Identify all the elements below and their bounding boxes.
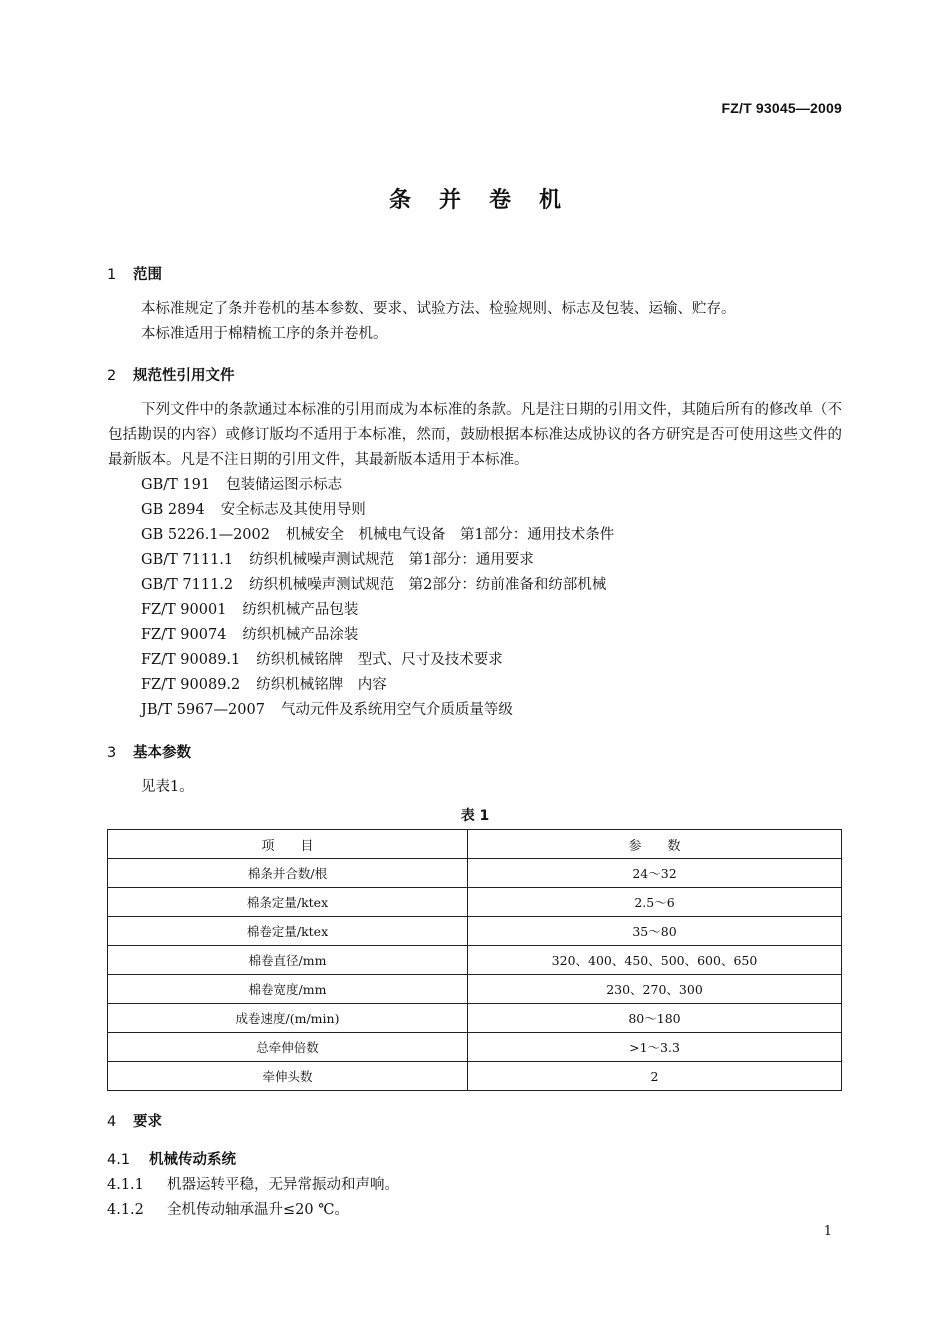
reference-code: GB/T 7111.1 [141,552,234,568]
table-header-row [108,830,842,859]
table-row [108,975,842,1004]
table-row [108,1004,842,1033]
table-row [108,888,842,917]
section-title: 范围 [133,267,162,283]
section-3-paragraph: 见表1。 [141,779,194,795]
reference-title: 纺织机械噪声测试规范 第1部分：通用要求 [249,552,534,568]
reference-code: GB 5226.1—2002 [141,527,270,543]
reference-title: 纺织机械噪声测试规范 第2部分：纺前准备和纺部机械 [249,577,607,593]
subsection-title: 机械传动系统 [149,1152,236,1168]
reference-title: 纺织机械铭牌 内容 [256,677,387,693]
table-cell-value: 2 [468,1062,842,1091]
standard-code: FZ/T 93045—2009 [721,100,842,116]
table-header-item: 项 目 [108,830,468,859]
subsection-4-1-heading [107,1148,236,1169]
section-number: 3 [107,745,117,761]
section-number: 1 [107,267,117,283]
reference-code: FZ/T 90001 [141,602,227,618]
reference-title: 包装储运图示标志 [226,477,343,493]
table-cell-item: 棉条并合数/根 [108,859,468,888]
table-cell-value: 35～80 [468,917,842,946]
clause-text: 机器运转平稳，无异常振动和声响。 [167,1177,399,1193]
parameters-table [107,829,842,1091]
reference-title: 机械安全 机械电气设备 第1部分：通用技术条件 [286,527,615,543]
reference-item [141,648,503,673]
reference-code: GB/T 7111.2 [141,577,234,593]
clause-number: 4.1.1 [107,1177,144,1193]
table-header-value: 参 数 [468,830,842,859]
reference-item [141,698,513,723]
clause-item [107,1198,349,1219]
table-cell-item: 成卷速度/(m/min) [108,1004,468,1033]
reference-title: 纺织机械产品包装 [242,602,359,618]
table-cell-item: 棉条定量/ktex [108,888,468,917]
table-cell-value: 2.5～6 [468,888,842,917]
section-title: 规范性引用文件 [133,368,235,384]
clause-text: 全机传动轴承温升≤20 ℃。 [167,1202,349,1218]
section-1-paragraph-2: 本标准适用于棉精梳工序的条并卷机。 [141,326,388,342]
reference-item [141,548,534,573]
table-cell-value: 80～180 [468,1004,842,1033]
clause-item [107,1173,399,1194]
reference-item [141,473,342,498]
table-cell-value: 230、270、300 [468,975,842,1004]
section-4-heading [107,1110,162,1131]
reference-code: JB/T 5967—2007 [141,702,265,718]
table-row [108,859,842,888]
table-cell-item: 牵伸头数 [108,1062,468,1091]
section-title: 要求 [133,1114,162,1130]
section-title: 基本参数 [133,745,191,761]
reference-title: 安全标志及其使用导则 [220,502,366,518]
section-number: 2 [107,368,117,384]
reference-item [141,498,366,523]
table-row [108,1033,842,1062]
reference-title: 气动元件及系统用空气介质质量等级 [280,702,513,718]
section-number: 4 [107,1114,117,1130]
reference-code: GB/T 191 [141,477,211,493]
table-row [108,1062,842,1091]
table-cell-item: 棉卷直径/mm [108,946,468,975]
section-2-paragraph: 下列文件中的条款通过本标准的引用而成为本标准的条款。凡是注日期的引用文件，其随后所有的修改单（不包括勘误的内容）或修订版均不适用于本标准，然而，鼓励根据本标准达成协议的各方研究是否可使用这些文件的最新版本。凡是不注日期的引用文件，其最新版本适用于本标准。 [108,402,842,468]
reference-code: GB 2894 [141,502,205,518]
section-2-heading [107,364,235,385]
reference-code: FZ/T 90074 [141,627,227,643]
section-1-paragraph-1: 本标准规定了条并卷机的基本参数、要求、试验方法、检验规则、标志及包装、运输、贮存。 [141,301,736,317]
reference-item [141,623,358,648]
table-row [108,946,842,975]
section-1-heading [107,263,162,284]
table-cell-item: 棉卷定量/ktex [108,917,468,946]
table-row [108,917,842,946]
table-caption: 表 1 [460,808,490,824]
reference-item [141,673,387,698]
reference-code: FZ/T 90089.2 [141,677,241,693]
clause-number: 4.1.2 [107,1202,144,1218]
reference-item [141,523,614,548]
reference-code: FZ/T 90089.1 [141,652,241,668]
reference-title: 纺织机械产品涂装 [242,627,359,643]
table-cell-value: >1～3.3 [468,1033,842,1062]
table-cell-item: 棉卷宽度/mm [108,975,468,1004]
table-cell-item: 总牵伸倍数 [108,1033,468,1062]
section-3-heading [107,741,191,762]
table-cell-value: 320、400、450、500、600、650 [468,946,842,975]
reference-item [141,598,358,623]
table-cell-value: 24～32 [468,859,842,888]
reference-title: 纺织机械铭牌 型式、尺寸及技术要求 [256,652,503,668]
page-number: 1 [823,1224,832,1239]
document-title: 条并卷机 [388,188,589,213]
reference-item [141,573,606,598]
subsection-number: 4.1 [107,1152,131,1168]
